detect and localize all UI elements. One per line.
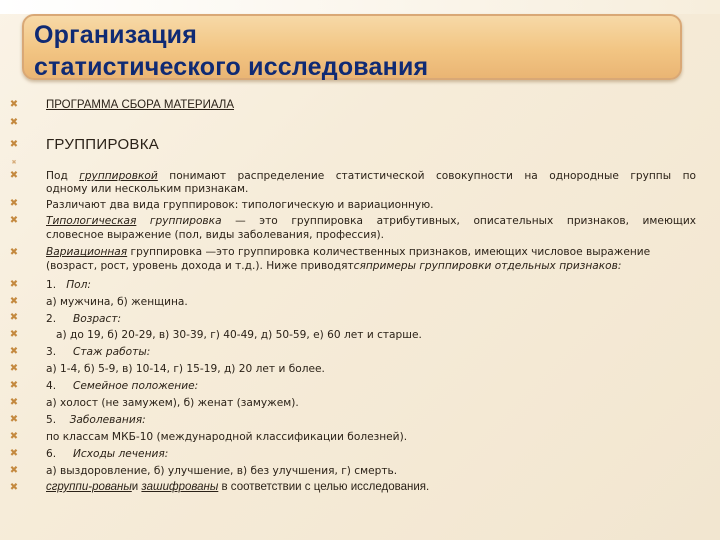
text-span: (возраст, рост, уровень дохода и т.д.). Ниже приводят <box>46 260 354 272</box>
group-3-title <box>46 346 696 359</box>
bullet-icon: ✖ <box>9 397 19 408</box>
text-span: ся <box>353 260 366 272</box>
bullet-icon: ✖ <box>9 431 19 442</box>
bullet-icon: ✖ <box>9 380 19 391</box>
group-3-values: а) 1-4, б) 5-9, в) 10-14, г) 15-19, д) 20 лет и более. <box>46 363 325 375</box>
group-number: 4. <box>46 380 57 392</box>
bullet-icon: ✖ <box>9 117 19 128</box>
group-number: 5. <box>46 414 57 426</box>
paragraph-typological-cont: словесное выражение (пол, виды заболевания, профессия). <box>46 229 384 241</box>
top-border <box>0 0 720 14</box>
group-title: Семейное положение: <box>72 380 199 392</box>
group-5-values: по классам МКБ-10 (международной классификации болезней). <box>46 431 408 443</box>
paragraph-types: Различают два вида группировок: типологическую и вариационную. <box>46 199 434 211</box>
term-grouped: сгруппи-рованы <box>46 481 132 493</box>
paragraph-definition <box>46 170 696 183</box>
text-span: группировка —это группировка количественных признаков, имеющих числовое выражение <box>127 246 651 258</box>
program-heading-text: ПРОГРАММА СБОРА МАТЕРИАЛА <box>46 99 235 111</box>
term-typological: Типологическая <box>46 215 137 227</box>
term-grouping-italic: группировка <box>149 215 222 227</box>
group-6-values: а) выздоровление, б) улучшение, в) без улучшения, г) смерть. <box>46 465 398 477</box>
term-variational: Вариационная <box>46 246 128 258</box>
bullet-icon: ✖ <box>11 159 17 166</box>
text-span: в соответствии с целью исследования. <box>218 481 430 493</box>
group-number: 6. <box>46 448 57 460</box>
text-span: и <box>131 481 142 493</box>
text-span <box>136 215 150 227</box>
group-2-title <box>46 313 696 326</box>
bullet-icon: ✖ <box>9 465 19 476</box>
bullet-icon: ✖ <box>9 329 19 340</box>
group-title: Возраст: <box>72 313 122 325</box>
group-title: Пол: <box>66 279 92 291</box>
bullet-icon: ✖ <box>9 414 19 425</box>
bullet-icon: ✖ <box>9 279 19 290</box>
bullet-icon: ✖ <box>9 139 19 150</box>
slide-title-line-1: Организация <box>34 21 198 49</box>
title-banner <box>22 14 682 80</box>
bullet-icon: ✖ <box>9 346 19 357</box>
term-grouping: группировкой <box>79 170 158 182</box>
bullet-icon: ✖ <box>9 215 19 226</box>
text-span: Под <box>46 170 80 182</box>
group-6-title <box>46 448 696 461</box>
paragraph-definition-cont: одному или нескольким признакам. <box>46 183 249 195</box>
bullet-icon: ✖ <box>9 99 19 110</box>
bullet-icon: ✖ <box>9 247 19 258</box>
bullet-icon: ✖ <box>9 170 19 181</box>
slide-title-line-2: статистического исследования <box>34 53 429 81</box>
bullet-icon: ✖ <box>9 312 19 323</box>
term-encoded: зашифрованы <box>141 481 219 493</box>
bullet-icon: ✖ <box>9 198 19 209</box>
text-span: примеры группировки отдельных признаков: <box>365 260 622 272</box>
group-number: 3. <box>46 346 57 358</box>
closing-line <box>46 481 696 494</box>
program-heading <box>46 99 696 112</box>
bullet-icon: ✖ <box>9 296 19 307</box>
paragraph-variational-cont <box>46 260 696 273</box>
text-span: понимают распределение статистической совокупности на однородные группы по <box>157 170 696 182</box>
bullet-icon: ✖ <box>9 363 19 374</box>
bullet-icon: ✖ <box>9 482 19 493</box>
group-2-values: а) до 19, б) 20-29, в) 30-39, г) 40-49, д) 50-59, е) 60 лет и старше. <box>56 329 422 341</box>
group-title: Исходы лечения: <box>72 448 169 460</box>
group-title: Заболевания: <box>69 414 146 426</box>
paragraph-variational <box>46 246 696 259</box>
bullet-icon: ✖ <box>9 448 19 459</box>
group-5-title <box>46 414 696 427</box>
group-title: Стаж работы: <box>72 346 151 358</box>
text-span: — это группировка атрибутивных, описательных признаков, имеющих <box>221 215 696 227</box>
group-number: 2. <box>46 313 57 325</box>
group-1-values: а) мужчина, б) женщина. <box>46 296 188 308</box>
grouping-heading: ГРУППИРОВКА <box>46 136 160 153</box>
group-4-values: а) холост (не замужем), б) женат (замужем). <box>46 397 299 409</box>
group-4-title <box>46 380 696 393</box>
group-number: 1. <box>46 279 57 291</box>
paragraph-typological <box>46 215 696 228</box>
group-1-title <box>46 279 696 292</box>
